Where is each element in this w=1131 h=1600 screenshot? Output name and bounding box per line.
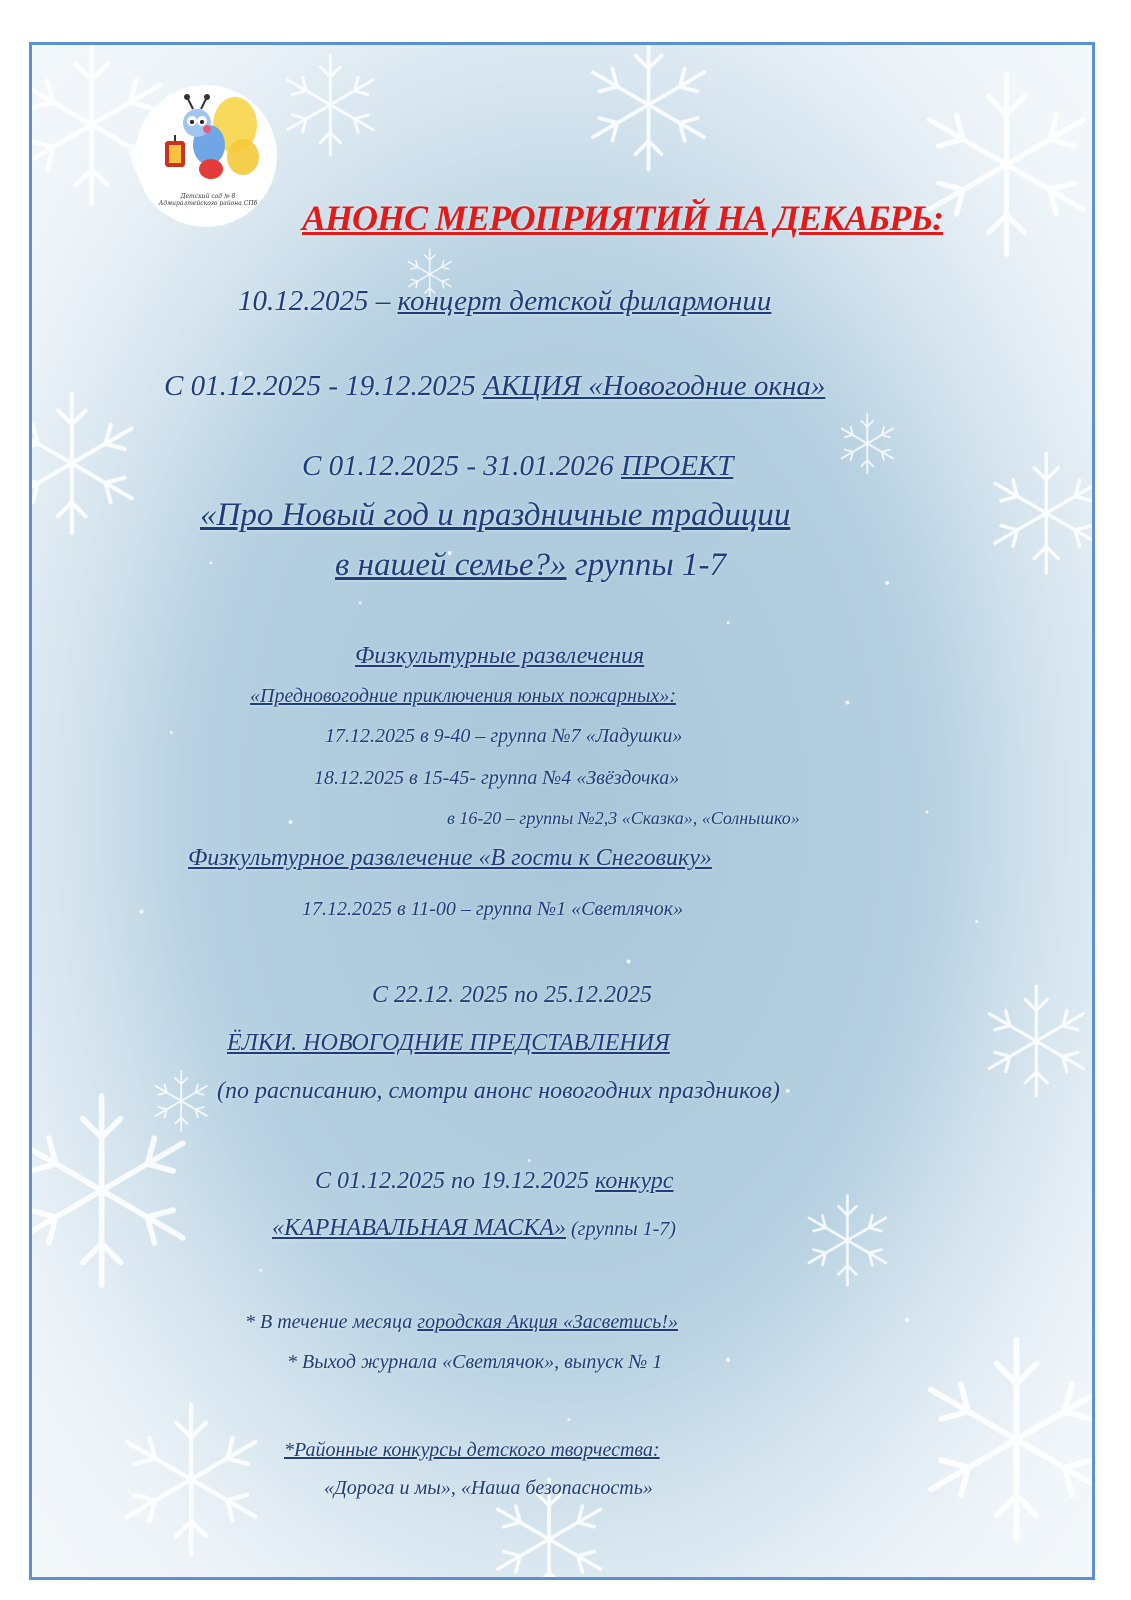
event-date: С 01.12.2025 по 19.12.2025 (315, 1168, 596, 1194)
event-text: ПРОЕКТ (621, 450, 734, 482)
sport-subtitle: «Предновогодние приключения юных пожарных»: (250, 685, 676, 707)
sport2-title: Физкультурное развлечение «В гости к Снеговику» (188, 845, 712, 871)
page-title: АНОНС МЕРОПРИЯТИЙ НА ДЕКАБРЬ: (302, 198, 944, 238)
event-project (302, 450, 733, 483)
announcement-content (32, 45, 1092, 1577)
event-text: конкурс (595, 1168, 674, 1194)
event-project-subtitle (335, 547, 726, 584)
district-title: *Районные конкурсы детского творчества: (284, 1439, 660, 1461)
event-date: С 01.12.2025 - 31.01.2026 (302, 450, 621, 482)
event-date: С 01.12.2025 - 19.12.2025 (164, 370, 483, 402)
poster-frame (29, 42, 1095, 1580)
contest-groups: (группы 1-7) (566, 1218, 676, 1240)
contest-line (315, 1168, 673, 1195)
sport2-item: 17.12.2025 в 11-00 – группа №1 «Светлячок» (302, 898, 684, 920)
sport-item: в 16-20 – группы №2,3 «Сказка», «Солнышко» (447, 808, 800, 828)
event-prefix: * В течение месяца (245, 1311, 418, 1333)
sport-title: Физкультурные развлечения (355, 643, 645, 669)
logo-caption-line: Детский сад № 8 (180, 193, 236, 200)
tree-date: С 22.12. 2025 по 25.12.2025 (372, 982, 653, 1008)
sport-item: 18.12.2025 в 15-45- группа №4 «Звёздочка» (314, 767, 680, 789)
event-text: городская Акция «Засветись!» (417, 1311, 679, 1333)
event-text: концерт детской филармонии (397, 285, 772, 317)
sport-item: 17.12.2025 в 9-40 – группа №7 «Ладушки» (325, 725, 683, 747)
month-action (245, 1311, 678, 1334)
logo-caption-line: Адмиралтейского района СПб (158, 200, 258, 207)
event-text: АКЦИЯ «Новогодние окна» (483, 370, 826, 402)
contest-title-line (272, 1215, 676, 1242)
event-philharmonic (238, 285, 771, 318)
district-items: «Дорога и мы», «Наша безопасность» (324, 1477, 653, 1499)
tree-note: (по расписанию, смотри анонс новогодних праздников) (217, 1078, 780, 1104)
tree-title: ЁЛКИ. НОВОГОДНИЕ ПРЕДСТАВЛЕНИЯ (227, 1030, 670, 1056)
event-project-title: «Про Новый год и праздничные традиции (200, 497, 791, 533)
event-text: в нашей семье?» (335, 547, 567, 583)
event-groups: группы 1-7 (566, 547, 726, 583)
journal-release: * Выход журнала «Светлячок», выпуск № 1 (287, 1351, 663, 1373)
event-windows (164, 370, 825, 403)
event-date: 10.12.2025 – (238, 285, 398, 317)
contest-title: «КАРНАВАЛЬНАЯ МАСКА» (272, 1215, 567, 1241)
